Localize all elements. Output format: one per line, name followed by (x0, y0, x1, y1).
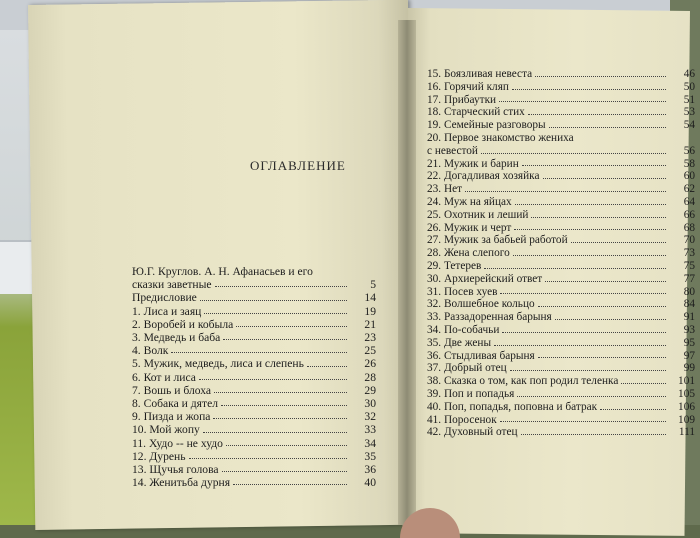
toc-entry (427, 158, 695, 171)
toc-entry-title: 15. Боязливая невеста (427, 68, 533, 80)
toc-entry (427, 234, 695, 247)
toc-left-column (132, 265, 376, 489)
toc-entry-title: 2. Воробей и кобыла (132, 317, 234, 331)
toc-right-column (427, 68, 695, 439)
toc-entry-title: 36. Стыдливая барыня (427, 349, 535, 362)
toc-entry-page: 14 (364, 291, 376, 305)
toc-entry-title: 13. Щучья голова (132, 463, 219, 477)
toc-dot-leader (513, 255, 666, 256)
toc-entry-title: 24. Муж на яйцах (427, 195, 512, 208)
toc-dot-leader (307, 366, 347, 367)
toc-entry (427, 119, 695, 132)
toc-entry-title: 1. Лиса и заяц (132, 304, 202, 318)
toc-entry-page: 35 (364, 449, 376, 463)
toc-entry (427, 426, 695, 439)
toc-entry-page: 62 (683, 183, 695, 196)
toc-entry (132, 291, 376, 304)
toc-entry-page: 66 (683, 208, 695, 221)
toc-dot-leader (215, 286, 347, 287)
toc-entry (427, 273, 695, 286)
toc-entry-page: 46 (683, 68, 695, 80)
toc-entry-page: 26 (364, 357, 376, 371)
toc-dot-leader (500, 421, 666, 422)
toc-dot-leader (528, 114, 666, 115)
toc-entry (132, 331, 376, 344)
toc-entry-page: 32 (364, 410, 376, 424)
toc-entry (132, 463, 376, 476)
toc-entry (132, 437, 376, 450)
toc-entry-title: 6. Кот и лиса (132, 370, 196, 384)
toc-dot-leader (221, 405, 347, 406)
toc-entry (427, 260, 695, 273)
toc-dot-leader (204, 313, 347, 314)
toc-entry-title: 30. Архиерейский ответ (427, 272, 543, 285)
toc-entry-page: 99 (683, 362, 695, 375)
toc-entry-page: 25 (364, 344, 376, 358)
toc-dot-leader (500, 293, 666, 294)
toc-dot-leader (549, 127, 666, 128)
toc-entry-page: 109 (678, 413, 695, 426)
toc-entry-page: 30 (364, 397, 376, 411)
toc-entry-title: 16. Горячий кляп (427, 80, 509, 93)
toc-entry-page: 53 (683, 106, 695, 119)
toc-entry-page: 33 (364, 423, 376, 437)
toc-entry-title: Ю.Г. Круглов. А. Н. Афанасьев и его (132, 265, 313, 278)
toc-entry-title: 41. Поросенок (427, 413, 497, 426)
toc-entry-title: 20. Первое знакомство жениха (427, 131, 574, 144)
toc-entry-title: Предисловие (132, 291, 197, 305)
toc-dot-leader (621, 383, 666, 384)
toc-entry-title: 14. Женитьба дурня (132, 476, 231, 490)
toc-entry (427, 298, 695, 311)
toc-entry-page: 23 (364, 331, 376, 345)
toc-entry-title: 23. Нет (427, 183, 463, 196)
toc-entry-title: 37. Добрый отец (427, 362, 507, 375)
toc-entry (132, 371, 376, 384)
toc-entry-title: 40. Поп, попадья, поповна и батрак (427, 400, 598, 413)
book-gutter (398, 20, 416, 525)
toc-entry-page: 73 (683, 247, 695, 260)
toc-dot-leader (538, 357, 666, 358)
toc-entry (132, 305, 376, 318)
toc-entry-page: 75 (683, 259, 695, 272)
toc-entry-page: 91 (683, 311, 695, 324)
toc-entry-title: 18. Старческий стих (427, 106, 525, 119)
toc-entry-title: 22. Догадливая хозяйка (427, 170, 540, 183)
toc-entry (427, 68, 695, 81)
toc-entry-page: 29 (364, 383, 376, 397)
toc-entry (427, 414, 695, 427)
toc-entry (132, 278, 376, 291)
toc-entry (427, 311, 695, 324)
toc-entry (132, 423, 376, 436)
toc-entry-page: 101 (678, 375, 695, 388)
toc-dot-leader (481, 153, 666, 154)
toc-entry-page: 84 (683, 298, 695, 311)
toc-entry-title: 5. Мужик, медведь, лиса и слепень (132, 357, 304, 371)
toc-entry (427, 145, 695, 158)
toc-entry-title: 33. Раззадоренная барыня (427, 311, 552, 324)
toc-entry-title: 27. Мужик за бабьей работой (427, 234, 568, 247)
toc-entry-title: 7. Вошь и блоха (132, 383, 212, 397)
toc-dot-leader (236, 326, 347, 327)
toc-entry-page: 58 (683, 157, 695, 170)
toc-entry (427, 324, 695, 337)
toc-entry-title: 19. Семейные разговоры (427, 119, 546, 132)
toc-entry (427, 286, 695, 299)
toc-dot-leader (515, 204, 666, 205)
toc-entry (427, 94, 695, 107)
toc-entry (132, 318, 376, 331)
toc-dot-leader (499, 101, 666, 102)
toc-entry-page: 54 (683, 119, 695, 132)
toc-entry-title: 31. Посев хуев (427, 285, 498, 298)
toc-entry (132, 397, 376, 410)
toc-entry (427, 183, 695, 196)
toc-entry-page: 77 (683, 272, 695, 285)
toc-entry (427, 247, 695, 260)
toc-entry-title: 11. Худо -- не худо (132, 436, 223, 450)
toc-entry-title: 21. Мужик и барин (427, 157, 519, 170)
toc-entry (427, 132, 695, 145)
toc-entry-page: 51 (683, 93, 695, 106)
toc-entry (427, 350, 695, 363)
toc-heading: ОГЛАВЛЕНИЕ (250, 158, 346, 173)
toc-dot-leader (223, 339, 347, 340)
toc-entry-title: 26. Мужик и черт (427, 221, 512, 234)
toc-entry (427, 196, 695, 209)
toc-entry-title: 32. Волшебное кольцо (427, 298, 535, 311)
toc-entry (132, 410, 376, 423)
toc-dot-leader (543, 178, 667, 179)
toc-entry-title: 29. Тетерев (427, 259, 482, 272)
toc-entry-title: 25. Охотник и леший (427, 208, 529, 221)
toc-entry-page: 28 (364, 370, 376, 384)
toc-dot-leader (512, 89, 666, 90)
toc-entry-page: 106 (678, 400, 695, 413)
toc-entry (427, 362, 695, 375)
toc-entry-title: 17. Прибаутки (427, 93, 497, 106)
toc-entry (132, 384, 376, 397)
toc-entry-page: 68 (683, 221, 695, 234)
toc-dot-leader (531, 217, 666, 218)
toc-entry-page: 19 (364, 304, 376, 318)
toc-dot-leader (222, 471, 347, 472)
toc-dot-leader (484, 268, 666, 269)
toc-entry (132, 357, 376, 370)
toc-entry-page: 105 (678, 387, 695, 400)
toc-entry (427, 337, 695, 350)
toc-dot-leader (200, 300, 347, 301)
toc-dot-leader (213, 418, 347, 419)
toc-dot-leader (600, 409, 666, 410)
toc-dot-leader (555, 319, 666, 320)
toc-dot-leader (538, 306, 666, 307)
toc-entry-page: 21 (364, 317, 376, 331)
toc-dot-leader (502, 332, 666, 333)
toc-dot-leader (226, 445, 347, 446)
toc-entry-title: 28. Жена слепого (427, 247, 510, 260)
toc-entry-page: 64 (683, 195, 695, 208)
toc-entry-page: 97 (683, 349, 695, 362)
toc-entry-title: с невестой (427, 144, 478, 157)
toc-entry (132, 476, 376, 489)
toc-entry-page: 70 (683, 234, 695, 247)
toc-dot-leader (535, 76, 666, 77)
toc-dot-leader (522, 165, 666, 166)
toc-entry-title: 38. Сказка о том, как поп родил теленка (427, 375, 619, 388)
toc-dot-leader (465, 191, 666, 192)
toc-entry-page: 50 (683, 80, 695, 93)
toc-entry (427, 401, 695, 414)
toc-dot-leader (521, 434, 666, 435)
toc-entry-page: 60 (683, 170, 695, 183)
toc-dot-leader (233, 484, 347, 485)
toc-entry (427, 375, 695, 388)
toc-entry-title: 10. Мой жопу (132, 423, 200, 437)
toc-dot-leader (494, 345, 666, 346)
toc-entry-title: 34. По-собачьи (427, 323, 500, 336)
toc-entry-title: 39. Поп и попадья (427, 387, 515, 400)
toc-entry (427, 209, 695, 222)
toc-entry (427, 106, 695, 119)
toc-entry (427, 222, 695, 235)
toc-entry-title: 4. Волк (132, 344, 169, 358)
toc-entry-page: 95 (683, 336, 695, 349)
toc-entry (132, 450, 376, 463)
toc-entry-page: 56 (683, 144, 695, 157)
toc-entry-title: 9. Пизда и жопа (132, 410, 211, 424)
toc-entry-title: 42. Духовный отец (427, 426, 518, 439)
toc-entry-title: 12. Дурень (132, 449, 186, 463)
toc-entry-page: 111 (678, 426, 695, 439)
toc-entry (132, 344, 376, 357)
toc-entry-title: сказки заветные (132, 278, 212, 292)
toc-entry (427, 170, 695, 183)
toc-entry (427, 81, 695, 94)
toc-entry-title: 3. Медведь и баба (132, 331, 221, 345)
toc-dot-leader (510, 370, 666, 371)
toc-entry-title: 8. Собака и дятел (132, 397, 219, 411)
toc-entry-page: 5 (370, 278, 376, 292)
toc-dot-leader (214, 392, 347, 393)
toc-entry-page: 93 (683, 323, 695, 336)
toc-dot-leader (545, 281, 666, 282)
toc-entry-page: 34 (364, 436, 376, 450)
toc-dot-leader (203, 432, 347, 433)
toc-entry-page: 40 (364, 476, 376, 490)
toc-entry-page: 80 (683, 285, 695, 298)
toc-entry-title: 35. Две жены (427, 336, 492, 349)
toc-entry (132, 265, 376, 278)
toc-dot-leader (514, 229, 666, 230)
toc-dot-leader (189, 458, 347, 459)
toc-dot-leader (171, 352, 347, 353)
toc-entry-page: 36 (364, 463, 376, 477)
toc-dot-leader (517, 396, 666, 397)
toc-entry (427, 388, 695, 401)
toc-dot-leader (199, 379, 347, 380)
toc-dot-leader (571, 242, 666, 243)
